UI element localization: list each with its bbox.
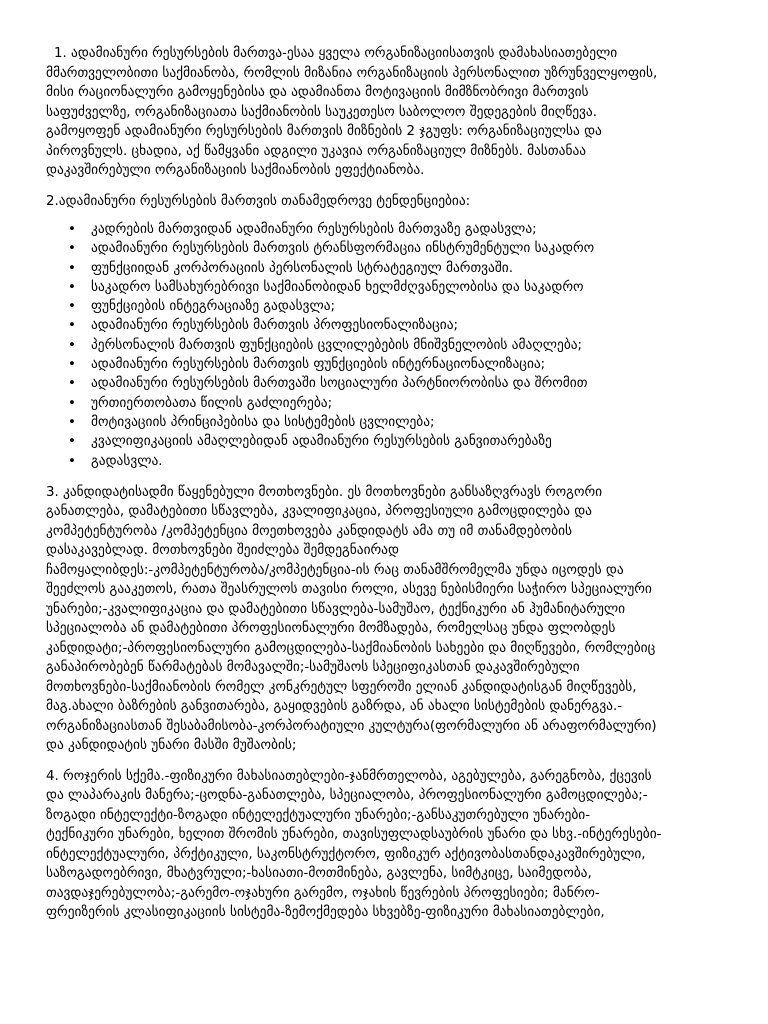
- paragraph-line: ტექნიკური უნარები, ხელით შრომის უნარები, თავისუფლადსაუბრის უნარი და სხვ.-ინტერესები-: [46, 827, 662, 843]
- list-item-text: ადამიანური რესურსების მართვის ტრანსფორმაცია ინსტრუმენტული საკადრო: [91, 241, 595, 257]
- list-item-text: ადამიანური რესურსების მართვის პროფესიონალიზაცია;: [91, 318, 459, 334]
- paragraph-line: უნარები;-კვალიფიკაცია და დამატებითი სწავლება-სამუშაო, ტექნიკური ან ჰუმანიტარული: [46, 601, 626, 617]
- list-item: [46, 413, 728, 432]
- bullet-icon: •: [68, 260, 76, 276]
- list-item: [46, 355, 728, 374]
- list-item: [46, 336, 728, 355]
- bullet-icon: •: [68, 357, 76, 373]
- paragraph-line: ჩამოყალიბდეს:-კომპეტენტურობა/კომპეტენცია-ის რაც თანამშრომელმა უნდა იცოდეს და: [46, 562, 624, 578]
- list-item-text: ფუნქციების ინტეგრაციაზე გადასვლა;: [91, 299, 336, 315]
- list-item-text: ფუნქციიდან კორპორაციის პერსონალის სტრატეგიულ მართვაში.: [91, 260, 513, 276]
- bullet-icon: •: [68, 337, 76, 353]
- bullet-icon: •: [68, 222, 76, 237]
- list-item-text: მოტივაციის პრინციპებისა და სისტემების ცვლილება;: [91, 414, 435, 430]
- list-item: [46, 239, 728, 258]
- list-item: [46, 316, 728, 335]
- list-item-text: კადრების მართვიდან ადამიანური რესურსების მართვაზე გადასვლა;: [91, 222, 537, 237]
- list-item: [46, 374, 728, 393]
- list-item-text: საკადრო სამსახურებრივი საქმიანობიდან ხელმძღვანელობისა და საკადრო: [91, 279, 584, 295]
- list-item-text: ადამიანური რესურსების მართვის ფუნქციების ინტერნაციონალიზაცია;: [91, 357, 546, 373]
- list-item-text: ურთიერთობათა წილის გაძლიერება;: [91, 395, 333, 411]
- bullet-icon: •: [68, 376, 76, 392]
- paragraph-line: განათლება, დამატებითი სწავლება, კვალიფიკაცია, პროფესიული გამოცდილება და: [46, 504, 592, 520]
- bullet-icon: •: [68, 299, 76, 315]
- paragraph-line: კომპეტენტურობა /კომპეტენცია მოეთხოვება კანდიდატს ამა თუ იმ თანამდებობის: [46, 523, 572, 539]
- paragraph-line: 4. როჯერის სქემა.-ფიზიკური მახასიათებლები-ჯანმრთელობა, აგებულება, გარეგნობა, ქცევის: [46, 768, 652, 784]
- list-item-text: პერსონალის მართვის ფუნქციების ცვლილებების მნიშვნელობის ამაღლება;: [91, 337, 583, 353]
- paragraph-line: შეეძლოს გააკეთოს, რათა შეასრულოს თავისი როლი, ასევე ნებისმიერი საჭირო სპეციალური: [46, 582, 652, 598]
- bullet-icon: •: [68, 241, 76, 257]
- bullet-icon: •: [68, 395, 76, 411]
- paragraph-line: საფუძველზე, ორგანიზაციათა საქმიანობის საუკეთესო საბოლოო შედეგების მიღწევა.: [46, 104, 597, 120]
- list-item: [46, 278, 728, 297]
- paragraph-line: პიროვნულს. ცხადია, აქ წამყვანი ადგილი უკავია ორგანიზაციულ მიზნებს. მასთანაა: [46, 143, 587, 159]
- paragraph-4: [46, 767, 728, 923]
- paragraph-line: თავდაჯერებულობა;-გარემო-ოჯახური გარემო, ოჯახის წევრების პროფესიები; მანრო-: [46, 885, 600, 901]
- list-item: [46, 432, 728, 451]
- bullet-icon: •: [68, 453, 76, 469]
- paragraph-line: ორგანიზაციასთან შესაბამისობა-კორპორატიული კულტურა(ფორმალური ან არაფორმალური): [46, 718, 657, 734]
- list-item: [46, 220, 728, 239]
- paragraph-line: სპეციალობა ან დამატებითი პროფესიონალური მომზადება, რომელსაც უნდა ფლობდეს: [46, 621, 616, 637]
- paragraph-line: გამოყოფენ ადამიანური რესურსების მართვის მიზნების 2 ჯგუფს: ორგანიზაციულსა და: [46, 124, 602, 139]
- list-item: [46, 394, 728, 413]
- bullet-icon: •: [68, 279, 76, 295]
- paragraph-line: მაგ.ახალი ბაზრების განვითარება, გაყიდვების გაზრდა, ან ახალი სისტემების დანერგვა.-: [46, 699, 623, 715]
- paragraph-line: განაპირობებენ წარმატებას მომავალში;-სამუშაოს სპეციფიკასთან დაკავშირებული: [46, 660, 580, 676]
- trends-list: [46, 220, 728, 471]
- paragraph-line: დაკავშირებული ორგანიზაციის საქმიანობის ეფექტიანობა.: [46, 163, 425, 178]
- bullet-icon: •: [68, 434, 76, 450]
- paragraph-3: [46, 483, 728, 756]
- paragraph-line: 3. კანდიდატისადმი წაყენებული მოთხოვნები. ეს მოთხოვნები განსაზღვრავს როგორი: [46, 484, 603, 500]
- list-item: [46, 452, 728, 471]
- paragraph-line: და კანდიდატის უნარი მასში მუშაობის;: [46, 738, 297, 754]
- list-item: [46, 297, 728, 316]
- bullet-icon: •: [68, 414, 76, 430]
- paragraph-line: დასაკავებლად. მოთხოვნები შეიძლება შემდეგნაირად: [46, 543, 399, 559]
- list-item-text: გადასვლა.: [91, 453, 163, 469]
- paragraph-line: 1. ადამიანური რესურსების მართვა-ესაა ყველა ორგანიზაციისათვის დამახასიათებელი: [54, 46, 618, 61]
- list-item-text: კვალიფიკაციის ამაღლებიდან ადამიანური რესურსების განვითარებაზე: [91, 434, 552, 450]
- paragraph-line: მოთხოვნები-საქმიანობის რომელ კონკრეტულ სფეროში ელიან კანდიდატისგან მიღწევებს,: [46, 679, 637, 695]
- paragraph-line: ფრეიზერის კლასიფიკაციის სისტემა-ზემოქმედება სხვებზე-ფიზიკური მახასიათებლები,: [46, 905, 605, 921]
- paragraph-line: მმართველობითი საქმიანობა, რომლის მიზანია ორგანიზაციის პერსონალით უზრუნველყოფის,: [46, 65, 658, 81]
- section-2-heading: 2.ადამიანური რესურსების მართვის თანამედროვე ტენდენციებია:: [46, 193, 471, 209]
- list-item: [46, 259, 728, 278]
- paragraph-line: ზოგადი ინტელექტი-ზოგადი ინტელექტუალური უნარები;-განსაკუთრებული უნარები-: [46, 807, 591, 823]
- paragraph-1: [46, 44, 728, 181]
- bullet-icon: •: [68, 318, 76, 334]
- paragraph-line: და ლაპარაკის მანერა;-ცოდნა-განათლება, სპეციალობა, პროფესიონალური გამოცდილება;-: [46, 788, 648, 804]
- paragraph-line: მისი რაციონალური გამოყენებისა და ადამიანთა მოტივაციის მიმზნობრივი მართვის: [46, 85, 589, 100]
- paragraph-line: საზოგადოებრივი, მხატვრული;-ხასიათი-მოთმინება, გავლენა, სიმტკიცე, საიმედობა,: [46, 866, 592, 882]
- paragraph-line: კანდიდატი;-პროფესიონალური გამოცდილება-საქმიანობის სახეები და მიღწევები, რომლებიც: [46, 640, 656, 656]
- paragraph-line: ინტელექტუალური, პრქტიკული, საკონსტრუქტორო, ფიზიკურ აქტივობასთანდაკავშირებული,: [46, 846, 646, 862]
- list-item-text: ადამიანური რესურსების მართვაში სოციალური პარტნიორობისა და შრომით: [91, 376, 588, 392]
